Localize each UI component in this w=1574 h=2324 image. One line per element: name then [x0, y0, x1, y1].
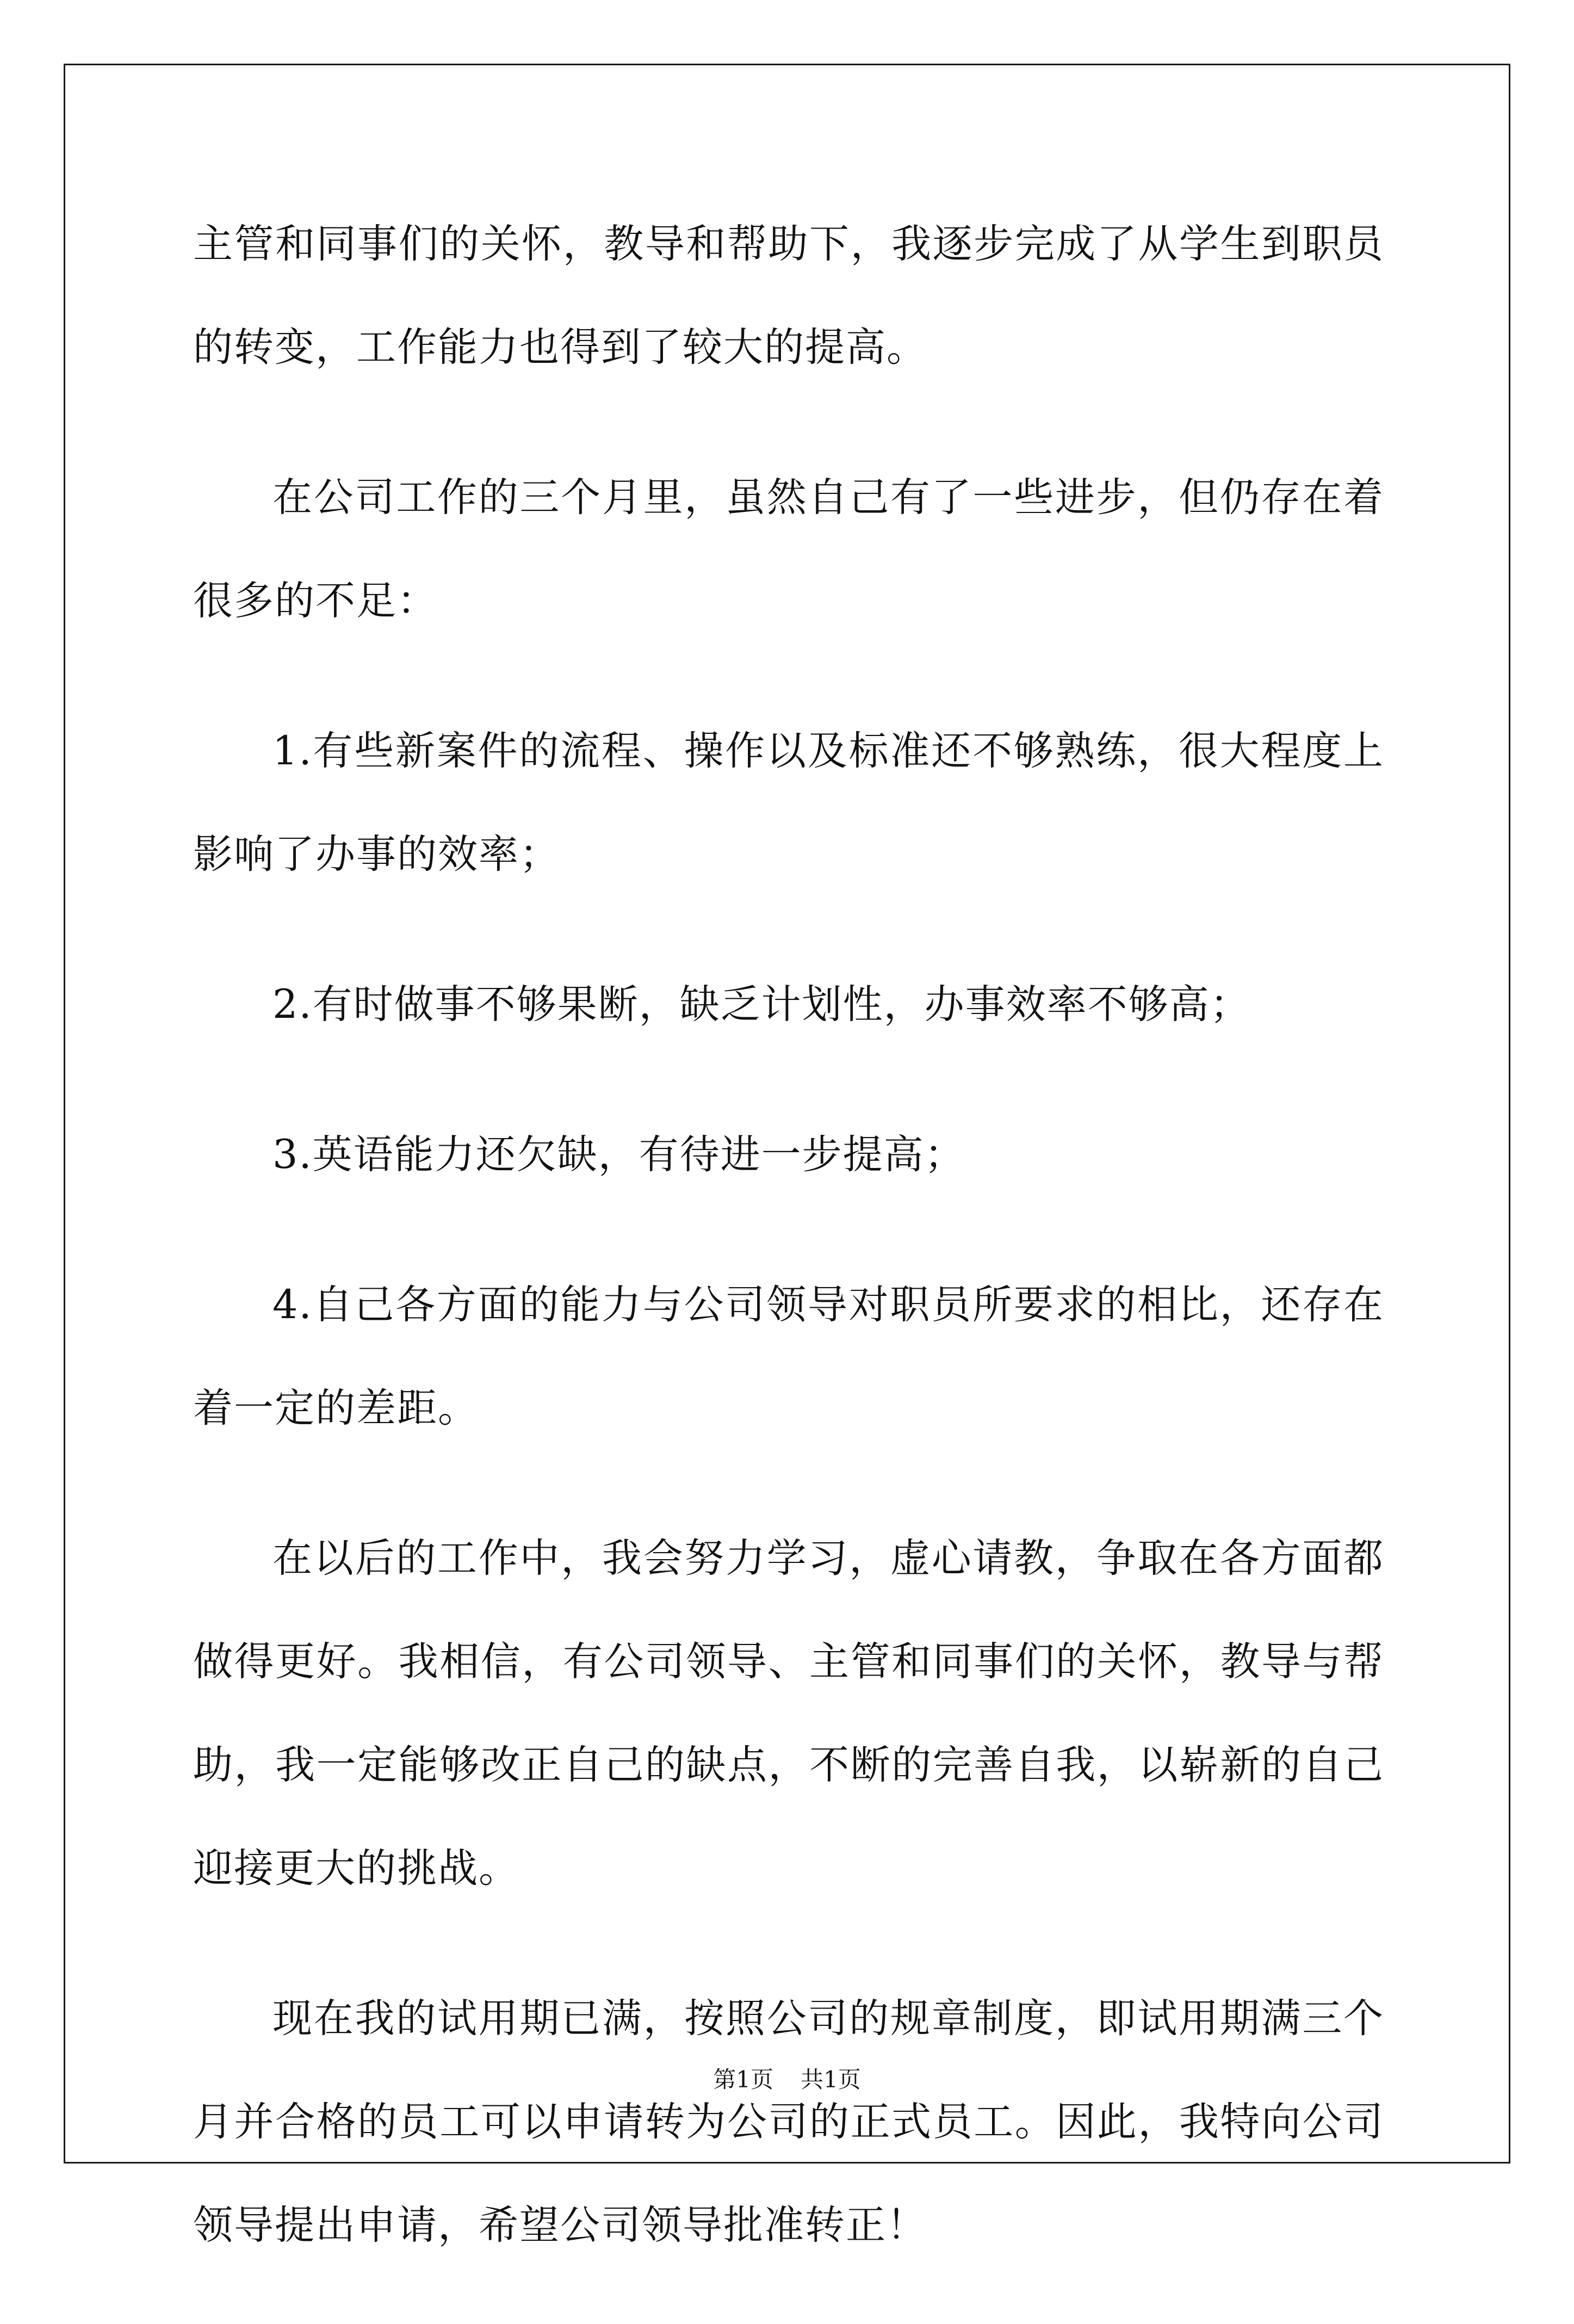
list-item-4: 4.自己各方面的能力与公司领导对职员所要求的相比，还存在着一定的差距。: [193, 1282, 1384, 1431]
document-body: [193, 193, 1384, 2324]
page-number-total: 共1页: [801, 2066, 861, 2093]
paragraph-application: 现在我的试用期已满，按照公司的规章制度，即试用期满三个月并合格的员工可以申请转为公司的正式员工。因此，我特向公司领导提出申请，希望公司领导批准转正！: [193, 1995, 1384, 2248]
list-item-3: 3.英语能力还欠缺，有待进一步提高；: [272, 1132, 965, 1178]
paragraph-future-work: 在以后的工作中，我会努力学习，虚心请教，争取在各方面都做得更好。我相信，有公司领导、主管和同事们的关怀，教导与帮助，我一定能够改正自己的缺点，不断的完善自我，以崭新的自己迎接更大的挑战。: [193, 1535, 1384, 1892]
page-footer: [0, 2062, 1574, 2094]
paragraph-continuation: 主管和同事们的关怀，教导和帮助下，我逐步完成了从学生到职员的转变，工作能力也得到了较大的提高。: [193, 221, 1384, 370]
list-item-2: 2.有时做事不够果断，缺乏计划性，办事效率不够高；: [272, 981, 1251, 1028]
paragraph-shortcomings-intro: 在公司工作的三个月里，虽然自己有了一些进步，但仍存在着很多的不足：: [193, 474, 1384, 624]
list-item-1: 1.有些新案件的流程、操作以及标准还不够熟练，很大程度上影响了办事的效率；: [193, 728, 1384, 877]
page-number-current: 第1页: [713, 2066, 773, 2093]
